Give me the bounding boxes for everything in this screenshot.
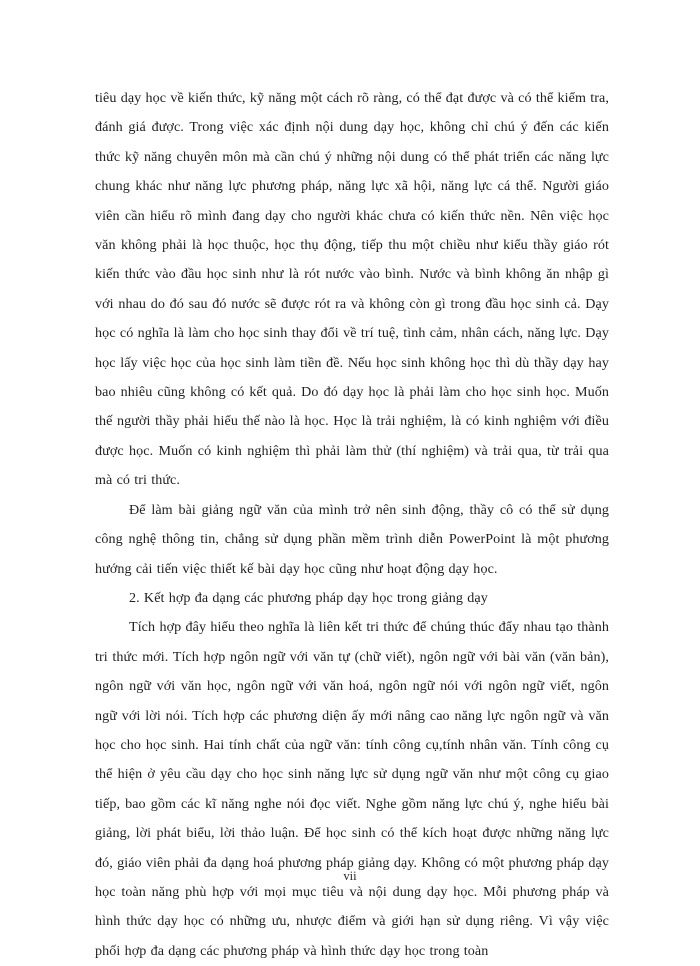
page-body-text — [95, 84, 609, 966]
paragraph-continued: tiêu dạy học về kiến thức, kỹ năng một cách rõ ràng, có thể đạt được và có thể kiểm tra, đánh giá được. Trong việc xác định nội dung dạy học, không chỉ chú ý đến các kiến thức kỹ năng chuyên môn mà cần chú ý những nội dung có thể phát triển các năng lực chung khác như năng lực phương pháp, năng lực xã hội, năng lực cá thể. Người giáo viên cần hiểu rõ mình đang dạy cho người khác chưa có kiến thức nền. Nên việc học văn không phải là học thuộc, học thụ động, tiếp thu một chiều như kiểu thầy giáo rót kiến thức vào đầu học sinh như là rót nước vào bình. Nước và bình không ăn nhập gì với nhau do đó sau đó nước sẽ được rót ra và không còn gì trong đầu học sinh cả. Dạy học có nghĩa là làm cho học sinh thay đổi về trí tuệ, tình cảm, nhân cách, năng lực. Dạy học lấy việc học của học sinh làm tiền đề. Nếu học sinh không học thì dù thầy dạy hay bao nhiêu cũng không có kết quả. Do đó dạy học là phải làm cho học sinh học. Muốn thế người thầy phải hiểu thế nào là học. Học là trải nghiệm, là có kinh nghiệm với điều được học. Muốn có kinh nghiệm thì phải làm thử (thí nghiệm) và trải qua, từ trải qua mà có tri thức. — [95, 90, 609, 489]
page-number: vii — [343, 869, 357, 883]
paragraph-powerpoint: Để làm bài giảng ngữ văn của mình trở nên sinh động, thầy cô có thể sử dụng công nghệ thông tin, chẳng sử dụng phần mềm trình diễn PowerPoint là một phương hướng cải tiến việc thiết kế bài dạy học cũng như hoạt động dạy học. — [95, 501, 609, 577]
section-heading-2: 2. Kết hợp đa dạng các phương pháp dạy học trong giảng dạy — [129, 589, 488, 606]
paragraph-tich-hop: Tích hợp đây hiểu theo nghĩa là liên kết tri thức để chúng thúc đẩy nhau tạo thành tri thức mới. Tích hợp ngôn ngữ với văn tự (chữ viết), ngôn ngữ với bài văn (văn bản), ngôn ngữ với văn học, ngôn ngữ với văn hoá, ngôn ngữ nói với ngôn ngữ viết, ngôn ngữ với lời nói. Tích hợp các phương diện ấy mới nâng cao năng lực ngôn ngữ và văn học cho học sinh. Hai tính chất của ngữ văn: tính công cụ,tính nhân văn. Tính công cụ thể hiện ở yêu cầu dạy cho học sinh năng lực sử dụng ngữ văn như một công cụ giao tiếp, bao gồm các kĩ năng nghe nói đọc viết. Nghe gồm năng lực chú ý, nghe hiểu bài giảng, lời phát biểu, lời thảo luận. Để học sinh có thể kích hoạt được những năng lực đó, giáo viên phải đa dạng hoá phương pháp giảng dạy. Không có một phương pháp dạy học toàn năng phù hợp với mọi mục tiêu và nội dung dạy học. Mỗi phương pháp và hình thức dạy học có những ưu, nhược điểm và giới hạn sử dụng riêng. Vì vậy việc phối hợp đa dạng các phương pháp và hình thức dạy học trong toàn — [95, 619, 609, 959]
